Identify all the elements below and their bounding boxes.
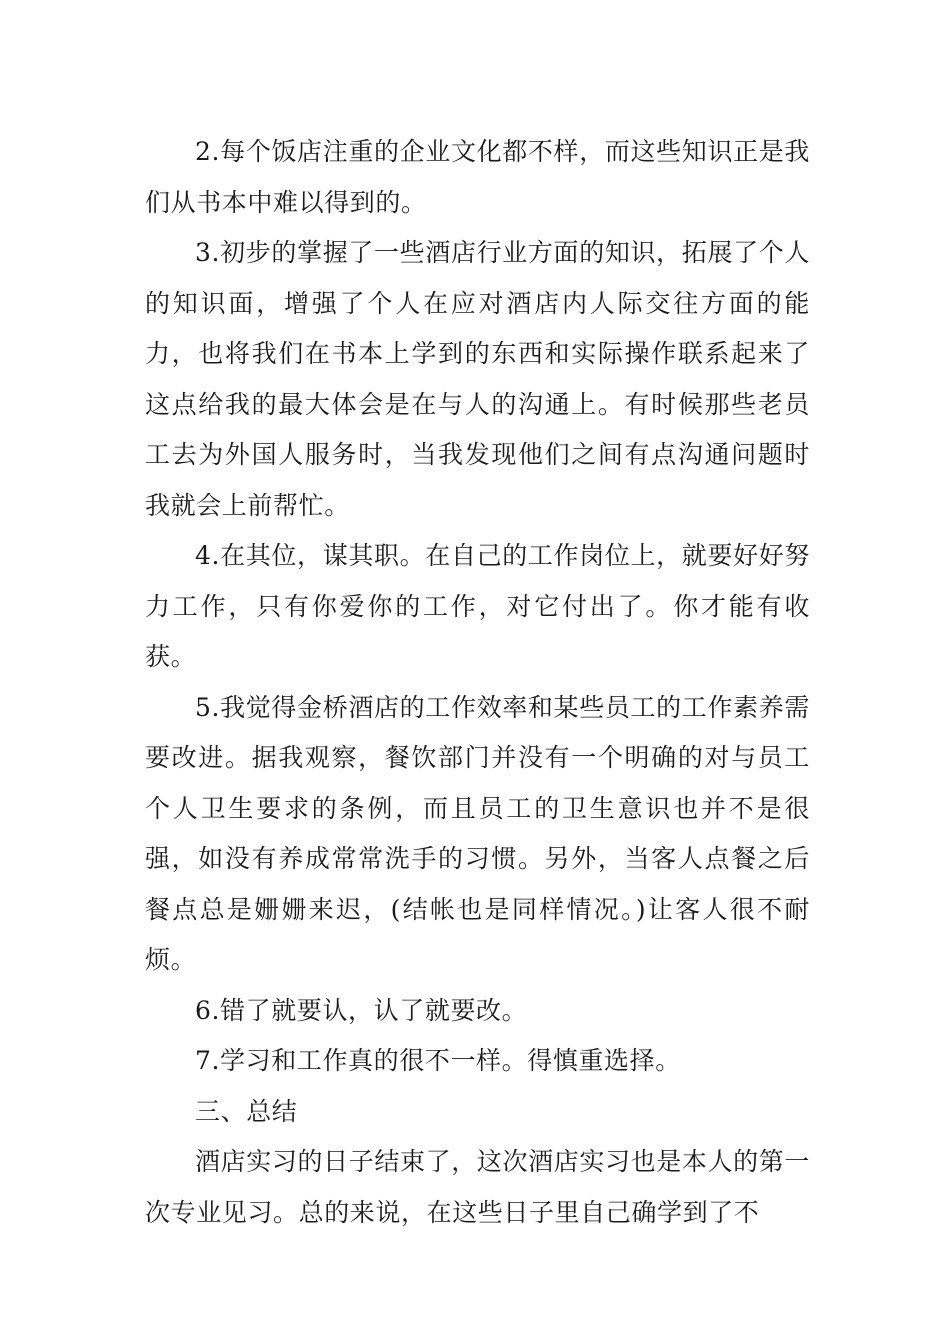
paragraph-7: 7.学习和工作真的很不一样。得慎重选择。 — [195, 1046, 681, 1075]
paragraph-4: 4.在其位，谋其职。在自己的工作岗位上，就要好好努力工作，只有你爱你的工作，对它付出了。你才能有收获。 — [145, 541, 810, 671]
paragraph-2: 2.每个饭店注重的企业文化都不样，而这些知识正是我们从书本中难以得到的。 — [145, 137, 810, 217]
document-body — [145, 127, 810, 1238]
paragraph-6: 6.错了就要认，认了就要改。 — [195, 995, 528, 1025]
paragraph-5: 5.我觉得金桥酒店的工作效率和某些员工的工作素养需要改进。据我观察，餐饮部门并没有一个明确的对与员工个人卫生要求的条例，而且员工的卫生意识也并不是很强，如没有养成常常洗手的习惯。另外，当客人点餐之后餐点总是姗姗来迟，(结帐也是同样情况。)让客人很不耐烦。 — [145, 692, 810, 974]
summary-paragraph: 酒店实习的日子结束了，这次酒店实习也是本人的第一次专业见习。总的来说，在这些日子里自己确学到了不 — [145, 1147, 810, 1227]
section-heading-summary: 三、总结 — [195, 1096, 298, 1126]
paragraph-3: 3.初步的掌握了一些酒店行业方面的知识，拓展了个人的知识面，增强了个人在应对酒店内人际交往方面的能力，也将我们在书本上学到的东西和实际操作联系起来了这点给我的最大体会是在与人的沟通上。有时候那些老员工去为外国人服务时，当我发现他们之间有点沟通问题时我就会上前帮忙。 — [145, 238, 810, 520]
